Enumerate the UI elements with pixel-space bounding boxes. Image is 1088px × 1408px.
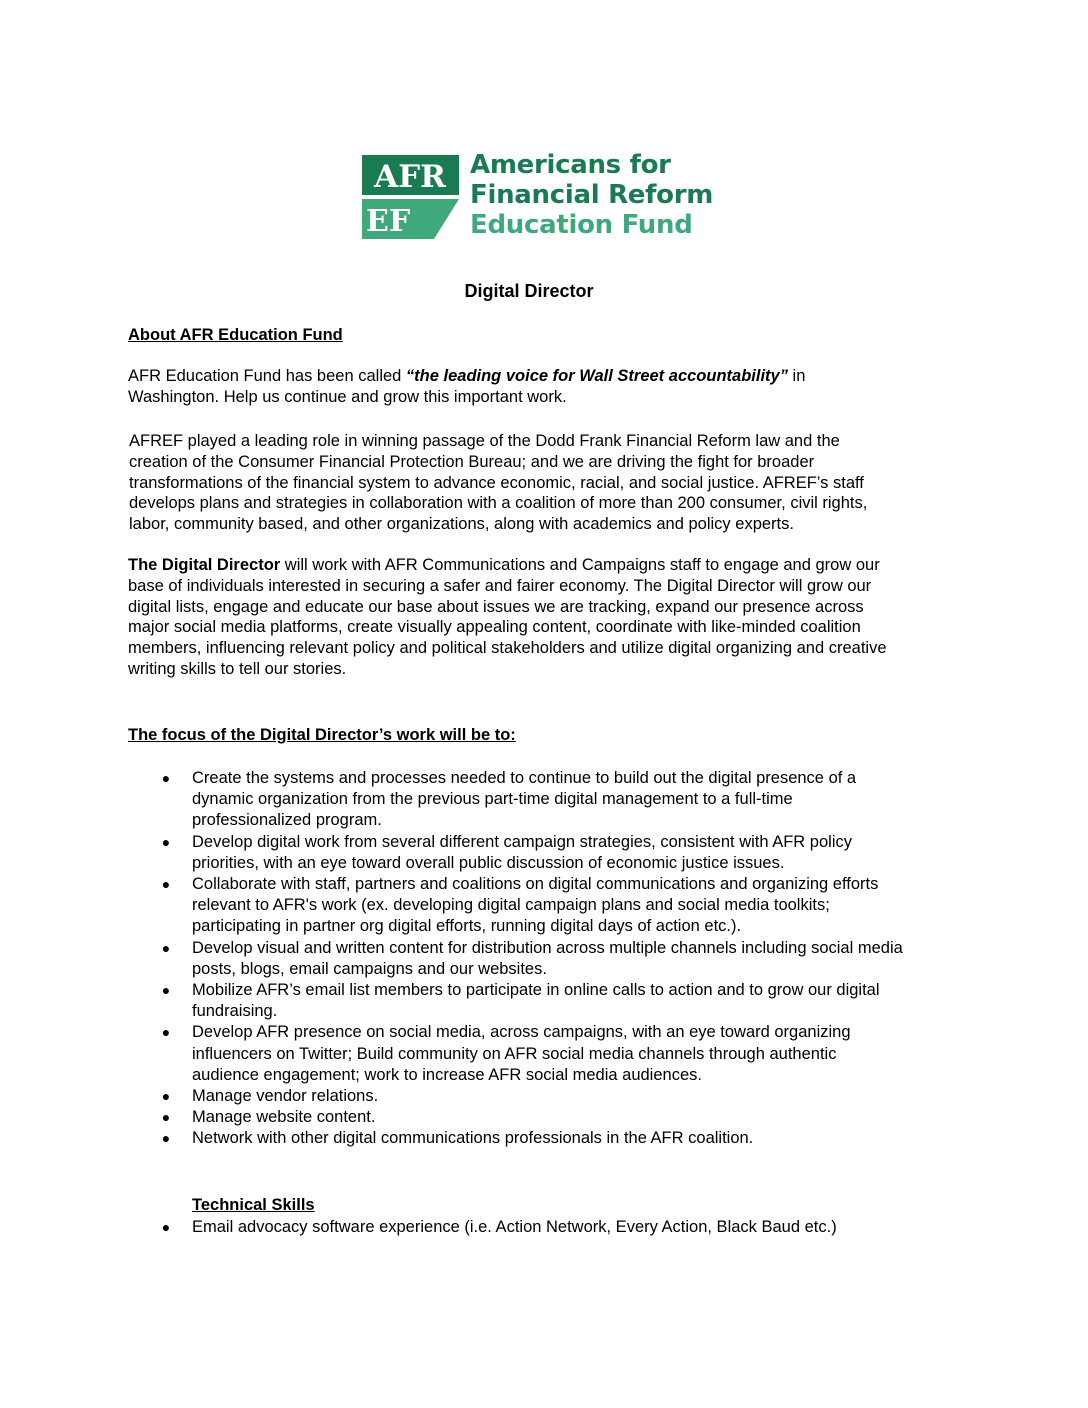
- bullet-line: Email advocacy software experience (i.e. Action Network, Every Action, Black Baud etc.): [192, 1218, 837, 1236]
- afref-line: creation of the Consumer Financial Protection Bureau; and we are driving the fight for broader: [129, 452, 815, 471]
- bullet-line: Network with other digital communications professionals in the AFR coalition.: [192, 1129, 754, 1148]
- bullet-line: Develop digital work from several different campaign strategies, consistent with AFR policy: [192, 832, 852, 851]
- bullet-item: [128, 1022, 988, 1086]
- bullet-line: Create the systems and processes needed to continue to build out the digital presence of a: [192, 769, 857, 787]
- bullet-line: influencers on Twitter; Build community on AFR social media channels through authentic: [192, 1044, 837, 1063]
- bullet-icon: ●: [161, 1088, 171, 1105]
- intro-line-2: Washington. Help us continue and grow this important work.: [128, 387, 567, 406]
- focus-heading: The focus of the Digital Director’s work will be to:: [128, 726, 516, 744]
- bullet-line: Manage vendor relations.: [192, 1087, 379, 1106]
- intro-quote: “the leading voice for Wall Street accountability”: [405, 367, 788, 385]
- bullet-icon: ●: [161, 939, 171, 956]
- bullet-text: [192, 874, 988, 938]
- afref-line: transformations of the financial system to advance economic, racial, and social justice. AFREF’s staff: [129, 473, 864, 492]
- logo-line-3: Education Fund: [470, 210, 693, 240]
- bullet-icon: ●: [161, 982, 171, 999]
- bullet-item: [128, 1217, 988, 1238]
- bullet-line: participating in partner org digital efforts, running digital days of action etc.).: [192, 917, 742, 936]
- bullet-line: Develop visual and written content for distribution across multiple channels including social media: [192, 938, 903, 957]
- bullet-line: fundraising.: [192, 1002, 278, 1021]
- intro-line-1: [128, 366, 968, 387]
- dd-line: writing skills to tell our stories.: [128, 659, 347, 678]
- bullet-item: [128, 1107, 988, 1128]
- dd-line: [128, 555, 968, 576]
- dd-line: digital lists, engage and educate our base about issues we are tracking, expand our presence across: [128, 597, 864, 616]
- bullet-item: [128, 938, 988, 980]
- bullet-text: [192, 938, 988, 980]
- dd-line: major social media platforms, create visually appealing content, coordinate with like-minded coalition: [128, 618, 861, 637]
- bullet-item: [128, 874, 988, 938]
- intro-text-pre: AFR Education Fund has been called: [128, 367, 406, 385]
- logo-wordmark: [470, 150, 713, 240]
- about-heading: About AFR Education Fund: [128, 326, 343, 344]
- bullet-text: [192, 768, 988, 832]
- bullet-line: posts, blogs, email campaigns and our websites.: [192, 959, 547, 978]
- afref-line: AFREF played a leading role in winning passage of the Dodd Frank Financial Reform law and the: [129, 432, 840, 450]
- logo-line-2: Financial Reform: [470, 180, 714, 210]
- bullet-text: [192, 832, 988, 874]
- bullet-line: audience engagement; work to increase AFR social media audiences.: [192, 1065, 702, 1084]
- bullet-text: [192, 1107, 988, 1128]
- technical-skills-list: [128, 1217, 988, 1238]
- bullet-text: [192, 1022, 988, 1086]
- bullet-icon: ●: [161, 1024, 171, 1041]
- intro-paragraph: [128, 366, 968, 408]
- logo-mark-bottom-text: EF: [366, 204, 411, 239]
- bullet-icon: ●: [161, 770, 171, 786]
- bullet-icon: ●: [161, 1109, 171, 1126]
- bullet-item: [128, 980, 988, 1022]
- intro-text-post: in: [787, 367, 806, 385]
- bullet-line: priorities, with an eye toward overall public discussion of economic justice issues.: [192, 853, 785, 872]
- afref-logo: [362, 150, 727, 242]
- bullet-line: Collaborate with staff, partners and coalitions on digital communications and organizing efforts: [192, 875, 879, 894]
- bullet-item: [128, 768, 988, 832]
- dd-lead: The Digital Director: [128, 556, 281, 574]
- bullet-icon: ●: [161, 876, 171, 893]
- bullet-icon: ●: [161, 833, 171, 850]
- bullet-text: [192, 1128, 988, 1149]
- logo-mark-top-text: AFR: [374, 159, 446, 195]
- bullet-icon: ●: [161, 1130, 171, 1147]
- afref-line: develops plans and strategies in collaboration with a coalition of more than 200 consumer, civil rights,: [129, 494, 868, 513]
- digital-director-paragraph: [128, 555, 968, 680]
- bullet-item: [128, 1128, 988, 1149]
- dd-line: base of individuals interested in securing a safer and fairer economy. The Digital Director will grow our: [128, 576, 872, 595]
- bullet-line: relevant to AFR's work (ex. developing digital campaign plans and social media toolkits;: [192, 896, 830, 915]
- bullet-line: Develop AFR presence on social media, across campaigns, with an eye toward organizing: [192, 1023, 851, 1042]
- bullet-text: [192, 980, 988, 1022]
- document-title: Digital Director: [464, 281, 594, 301]
- bullet-line: professionalized program.: [192, 811, 382, 830]
- focus-bullet-list: [128, 768, 988, 1150]
- bullet-line: Mobilize AFR’s email list members to participate in online calls to action and to grow our digital: [192, 981, 880, 1000]
- afref-paragraph: [129, 431, 969, 535]
- bullet-icon: ●: [161, 1219, 171, 1235]
- logo-line-1: Americans for: [470, 150, 671, 180]
- bullet-item: [128, 832, 988, 874]
- bullet-line: dynamic organization from the previous part-time digital management to a full-time: [192, 790, 793, 809]
- dd-line: members, influencing relevant policy and political stakeholders and utilize digital organizing and creative: [128, 639, 887, 658]
- bullet-line: Manage website content.: [192, 1108, 376, 1127]
- bullet-item: [128, 1086, 988, 1107]
- afref-logo-mark: [362, 155, 459, 239]
- bullet-text: [192, 1217, 988, 1238]
- technical-skills-heading: Technical Skills: [192, 1196, 315, 1214]
- dd-line-1-rest: will work with AFR Communications and Campaigns staff to engage and grow our: [280, 556, 880, 574]
- afref-line: labor, community based, and other organizations, along with academics and policy experts.: [129, 515, 794, 534]
- bullet-text: [192, 1086, 988, 1107]
